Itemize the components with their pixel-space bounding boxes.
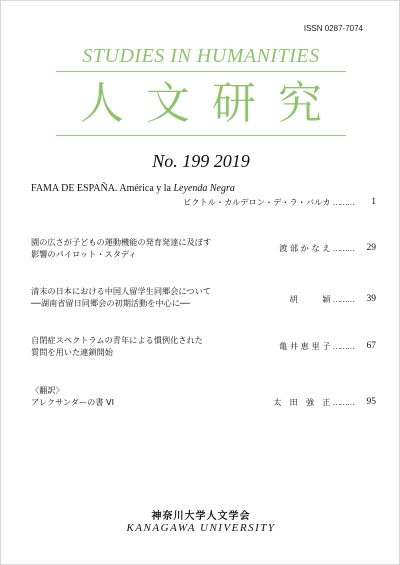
- toc-entry-title-line: 園の広さが子どもの運動機能の発育発達に及ぼす: [31, 237, 212, 247]
- toc-entry-page: 1: [371, 197, 376, 207]
- toc-entry-title-line: 自閉症スペクトラムの青年による慣例化された: [31, 335, 203, 345]
- toc-entry-page: 29: [366, 243, 376, 253]
- toc-entry-author: ビクトル・カルデロン・デ・ラ・バルカ ………: [183, 197, 354, 207]
- publisher-japanese: 神奈川大学人文学会: [151, 511, 251, 522]
- toc-entry-author: 太 田 強 正 ………: [273, 397, 354, 407]
- toc-entry-page: 39: [366, 294, 376, 304]
- toc-entry-page: 67: [366, 341, 376, 351]
- toc-entry-author: 胡 穎 ………: [289, 294, 354, 304]
- toc-entry: [31, 236, 376, 260]
- toc-entry-title-line: 〈翻訳〉: [31, 385, 64, 395]
- toc-entry: [31, 384, 376, 408]
- toc-entry-title-line: 質問を用いた連鎖開始: [31, 347, 113, 357]
- toc-entry-title-line: アレクサンダーの書 VI: [31, 397, 115, 407]
- toc-entry-author: 亀 井 恵 里 子 ………: [279, 341, 354, 351]
- issue-number: No. 199 2019: [152, 151, 250, 171]
- publisher-english: KANAGAWA UNIVERSITY: [126, 522, 276, 534]
- title-rule-top: [56, 71, 346, 72]
- toc-entry: [31, 285, 376, 309]
- journal-title-english: STUDIES IN HUMANITIES: [82, 45, 320, 67]
- toc-entry-title-line: ──湖南省留日同郷会の初期活動を中心に──: [31, 298, 190, 308]
- toc-entry-title-line: 影響のパイロット・スタディ: [31, 249, 137, 259]
- toc-entry-page: 95: [366, 397, 376, 407]
- toc-entry-title-line: 清末の日本における中国人留学生同郷会について: [31, 286, 211, 296]
- toc-entry: [31, 183, 376, 207]
- toc-entry: [31, 334, 376, 358]
- title-rule-bottom: [56, 135, 346, 136]
- issn-number: ISSN 0287-7074: [303, 24, 363, 33]
- journal-title-japanese: 人文研究: [80, 78, 344, 129]
- toc-entry-author: 渡 部 か な え ………: [279, 243, 354, 253]
- toc-entry-title: FAMA DE ESPAÑA. América y la Leyenda Negra: [31, 183, 235, 194]
